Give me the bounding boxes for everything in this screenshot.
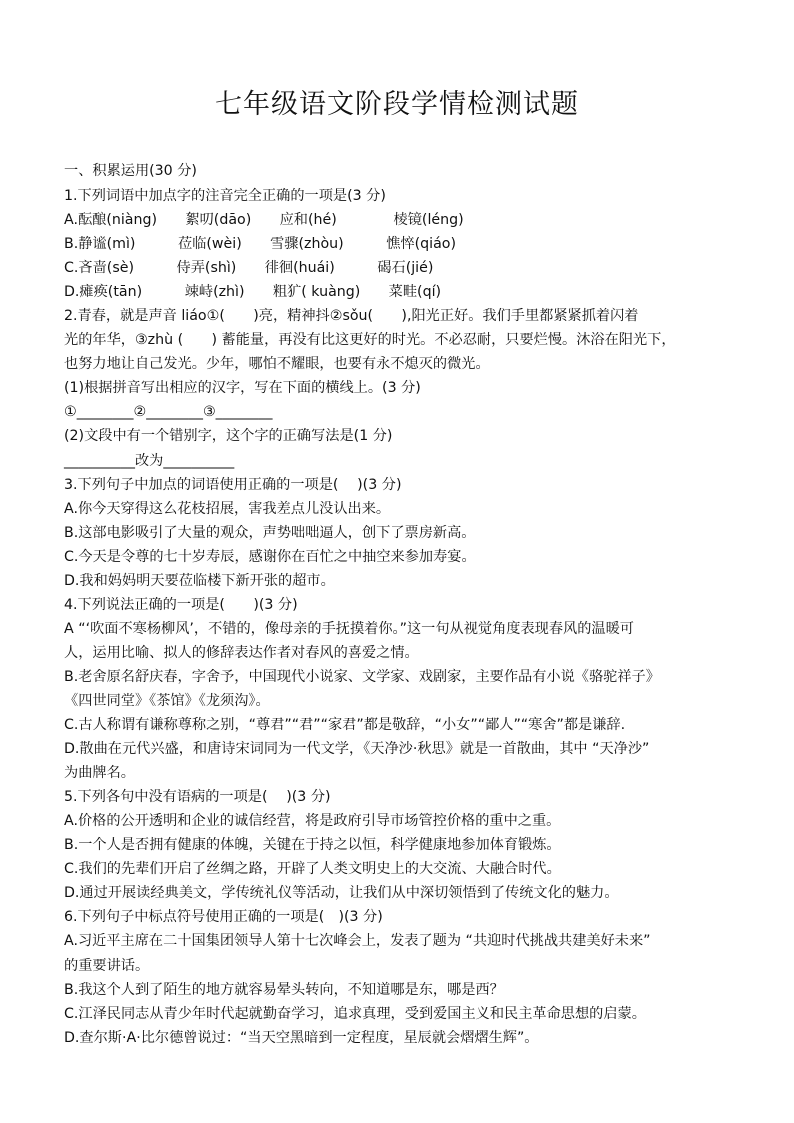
- question-1-option-b: B.静谧(mì) 莅临(wèi) 雪骤(zhòu) 憔悴(qiáo): [64, 236, 456, 253]
- question-5-stem: 5.下列各句中没有语病的一项是( )(3 分): [64, 789, 331, 806]
- question-5-option-b: B.一个人是否拥有健康的体魄，关键在于持之以恒，科学健康地参加体育锻炼。: [64, 837, 561, 854]
- exam-body: [64, 158, 744, 1050]
- question-6-stem: 6.下列句子中标点符号使用正确的一项是( )(3 分): [64, 909, 383, 926]
- page-title: 七年级语文阶段学情检测试题: [215, 89, 579, 120]
- question-6-option-a: A.习近平主席在二十国集团领导人第十七次峰会上，发表了题为 “共迎时代挑战共建美好未来”: [64, 933, 651, 950]
- question-2-sub-1: (1)根据拼音写出相应的汉字，写在下面的横线上。(3 分): [64, 380, 421, 397]
- question-6-option-a-cont: 的重要讲话。: [64, 957, 150, 974]
- question-2-passage-line: 2.青春，就是声音 liáo①( )亮，精神抖②sǒu( ),阳光正好。我们手里都紧紧抓着闪着: [64, 308, 639, 325]
- question-3-option-b: B.这部电影吸引了大量的观众，声势咄咄逼人，创下了票房新高。: [64, 524, 476, 541]
- question-3-stem: 3.下列句子中加点的词语使用正确的一项是( )(3 分): [64, 476, 402, 493]
- question-4-option-d: D.散曲在元代兴盛，和唐诗宋词同为一代文学，《天净沙·秋思》就是一首散曲，其中 “天净沙”: [64, 741, 650, 758]
- question-3-option-a: A.你今天穿得这么花枝招展，害我差点儿没认出来。: [64, 500, 391, 517]
- question-5-option-d: D.通过开展读经典美文，学传统礼仪等活动，让我们从中深切领悟到了传统文化的魅力。: [64, 885, 619, 902]
- question-4-option-b: B.老舍原名舒庆春，字舍予，中国现代小说家、文学家、戏剧家，主要作品有小说《骆驼祥子》: [64, 668, 660, 685]
- question-3-option-c: C.今天是令尊的七十岁寿辰，感谢你在百忙之中抽空来参加寿宴。: [64, 548, 476, 565]
- question-2-passage-line: 光的年华，③zhù ( ) 蓄能量，再没有比这更好的时光。不必忍耐，只要烂慢。沐浴在阳光下，: [64, 332, 676, 349]
- section-heading: 一、积累运用(30 分): [64, 163, 197, 179]
- question-2-sub-2: (2)文段中有一个错别字，这个字的正确写法是(1 分): [64, 428, 393, 445]
- question-2-sub-2-blanks[interactable]: __________改为__________: [64, 452, 235, 469]
- question-4-option-a-cont: 人，运用比喻、拟人的修辞表达作者对春风的喜爱之情。: [64, 644, 419, 661]
- question-4-stem: 4.下列说法正确的一项是( )(3 分): [64, 596, 298, 613]
- question-6-option-d: D.查尔斯·A·比尔德曾说过：“当天空黑暗到一定程度，星辰就会熠熠生辉”。: [64, 1029, 539, 1046]
- question-2-sub-1-blanks[interactable]: ①________②________③________: [64, 404, 273, 421]
- question-2-passage-line: 也努力地让自己发光。少年，哪怕不耀眼，也要有永不熄灭的微光。: [64, 356, 490, 373]
- question-5-option-c: C.我们的先辈们开启了丝绸之路，开辟了人类文明史上的大交流、大融合时代。: [64, 861, 561, 878]
- question-1-option-a: A.酝酿(niàng) 絮叨(dāo) 应和(hé) 棱镜(léng): [64, 212, 464, 229]
- question-4-option-b-cont: 《四世同堂》《茶馆》《龙须沟》。: [64, 692, 270, 709]
- question-6-option-b: B.我这个人到了陌生的地方就容易晕头转向，不知道哪是东，哪是西？: [64, 981, 504, 998]
- question-1-option-c: C.吝啬(sè) 侍弄(shì) 徘徊(huái) 碣石(jié): [64, 260, 434, 277]
- question-4-option-d-cont: 为曲牌名。: [64, 765, 135, 782]
- question-1-stem: 1.下列词语中加点字的注音完全正确的一项是(3 分): [64, 188, 386, 204]
- question-4-option-a: A “‘吹面不寒杨柳风’，不错的，像母亲的手抚摸着你。”这一句从视觉角度表现春风的温暖可: [64, 620, 634, 637]
- question-3-option-d: D.我和妈妈明天要莅临楼下新开张的超市。: [64, 572, 335, 589]
- question-6-option-c: C.江泽民同志从青少年时代起就勤奋学习，追求真理，受到爱国主义和民主革命思想的启蒙。: [64, 1005, 646, 1022]
- question-4-option-c: C.古人称谓有谦称尊称之别，“尊君”“君”“家君”都是敬辞，“小女”“鄙人”“寒舍”都是谦辞.: [64, 717, 626, 734]
- question-1-option-d: D.瘫痪(tān) 竦峙(zhì) 粗犷( kuàng) 菜畦(qí): [64, 284, 442, 301]
- question-5-option-a: A.价格的公开透明和企业的诚信经营，将是政府引导市场管控价格的重中之重。: [64, 813, 561, 830]
